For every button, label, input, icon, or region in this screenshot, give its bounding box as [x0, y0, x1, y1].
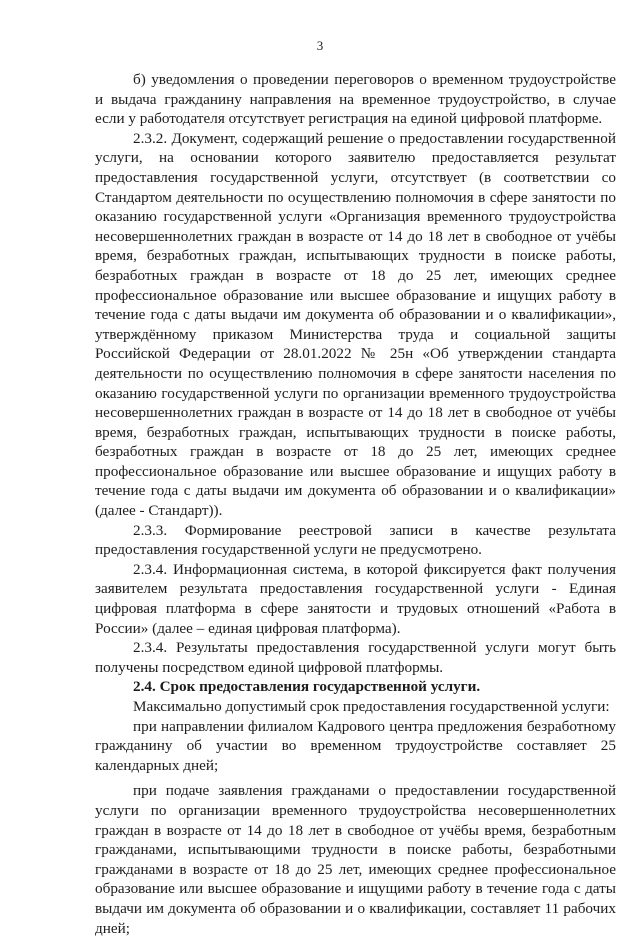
paragraph-term-referral: при направлении филиалом Кадрового центра предложения безработному гражданину об участии во временном трудоустройстве составляет 25 календарных дней; [95, 717, 616, 774]
paragraph-2-3-3: 2.3.3. Формирование реестровой записи в качестве результата предоставления государственной услуги не предусмотрено. [95, 521, 616, 559]
document-body [95, 70, 616, 938]
paragraph-term-application: при подаче заявления гражданами о предоставлении государственной услуги по организации временного трудоустройства несовершеннолетних граждан в возрасте от 14 до 18 лет в свободное от учёбы время, безработным гражданами, испытывающими трудности в поиске работы, безработными гражданами в возрасте от 18 до 25 лет, имеющих среднее профессиональное образование или высшее образование и ищущими работу в течение года с даты выдачи им документа об образовании и о квалификации, составляет 11 рабочих дней; [95, 782, 616, 937]
paragraph-2-3-4-results: 2.3.4. Результаты предоставления государственной услуги могут быть получены посредством единой цифровой платформы. [95, 639, 616, 676]
page-number: 3 [316, 38, 324, 53]
paragraph-2-3-2: 2.3.2. Документ, содержащий решение о предоставлении государственной услуги, на основании которого заявителю предоставляется результат предоставления государственной услуги, отсутствует (в соответствии со Стандартом деятельности по осуществлению полномочия в сфере занятости по оказанию государственной услуги «Организация временного трудоустройства несовершеннолетних граждан в возрасте от 14 до 18 лет в свободное от учёбы время, безработных граждан, испытывающих трудности в поиске работы, безработных граждан в возрасте от 18 до 25 лет, имеющих среднее профессиональное образование или высшее образование и ищущих работу в течение года с даты выдачи им документа об образовании и о квалификации», утверждённому приказом Министерства труда и социальной защиты Российской Федерации от 28.01.2022 № 25н «Об утверждении стандарта деятельности по осуществлению полномочия в сфере занятости населения по оказанию государственной услуги по организации временного трудоустройства несовершеннолетних граждан в возрасте от 14 до 18 лет в свободное от учёбы время, безработных граждан, испытывающих трудности в поиске работы, безработных граждан в возрасте от 18 до 25 лет, имеющих среднее профессиональное образование или высшее образование и ищущих работу в течение года с даты выдачи им документа об образовании и о квалификации» (далее - Стандарт)). [95, 129, 616, 520]
paragraph-max-term: Максимально допустимый срок предоставления государственной услуги: [133, 698, 610, 715]
section-heading-2-4: 2.4. Срок предоставления государственной услуги. [133, 678, 481, 696]
paragraph-notification-b: б) уведомления о проведении переговоров о временном трудоустройстве и выдача гражданину направления на временное трудоустройство, в случае если у работодателя отсутствует регистрация на единой цифровой платформе. [95, 71, 616, 128]
paragraph-2-3-4-information-system: 2.3.4. Информационная система, в которой фиксируется факт получения заявителем результата предоставления государственной услуги - Единая цифровая платформа в сфере занятости и трудовых отношений «Работа в России» (далее – единая цифровая платформа). [95, 560, 616, 637]
